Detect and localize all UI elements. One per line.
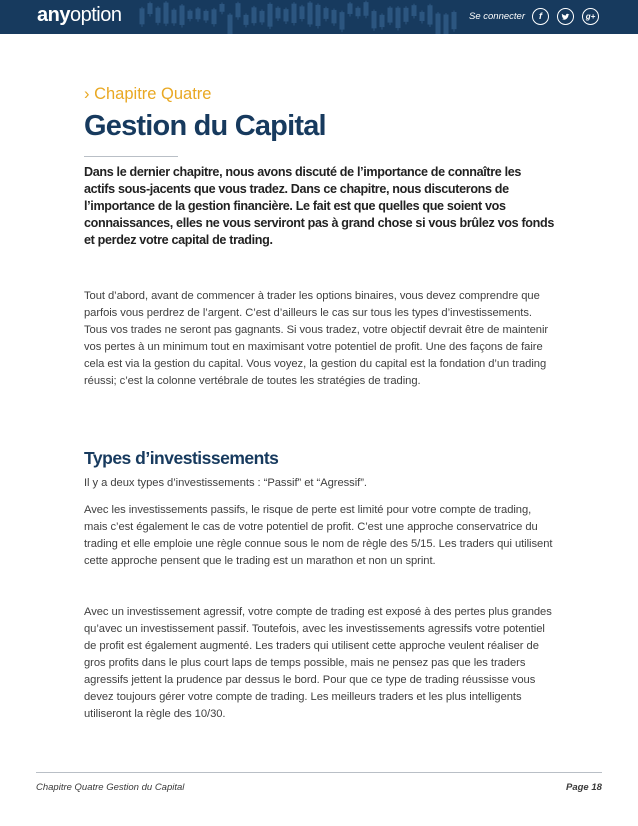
section-paragraph-1: Il y a deux types d’investissements : “Passif” et “Agressif”. <box>84 477 367 489</box>
candle-body <box>388 8 392 22</box>
candle-body <box>364 3 368 16</box>
candle-body <box>324 9 328 19</box>
candle-body <box>228 15 232 34</box>
logo-bold-text: any <box>37 4 70 26</box>
candle-body <box>396 8 400 27</box>
candle-body <box>236 4 240 17</box>
candle-body <box>404 8 408 21</box>
section-paragraph-3: Avec un investissement agressif, votre compte de trading est exposé à des pertes plus grandes qu’avec un investissement passif. Toutefois, avec les investissements agressifs votre potentiel de profit est également augmenté. Les traders qui utilisent cette approche veulent réaliser de gros profits dans le plus court laps de temps possible, mais ne pensez pas que les traders agressifs jettent la prudence par dessus le bord. Pour que ce type de trading réussisse vous devez toujours gérer votre compte de trading. Les meilleurs traders et les plus intelligents utiliseront la règle des 10/30. <box>84 606 552 720</box>
body-paragraph: Tout d’abord, avant de commencer à trader les options binaires, vous devez comprendre que parfois vous perdrez de l’argent. C’est d’ailleurs le cas sur tous les types d’investissements. Tous vos trades ne seront pas gagnants. Si vous tradez, votre objectif devrait être de maintenir vos pertes à un minimum tout en maximisant votre potentiel de profit. Une des façons de faire cela est via la gestion du capital. Vous voyez, la gestion du capital est la fondation d’un trading réussi; c’est la colonne vertébrale de toutes les stratégies de trading. <box>84 290 549 387</box>
candle-body <box>276 8 280 18</box>
twitter-bird-glyph <box>558 9 573 24</box>
candle-body <box>148 4 152 14</box>
candle-body <box>212 10 216 24</box>
candle-body <box>180 6 184 25</box>
candle-body <box>428 6 432 24</box>
page-number: Page 18 <box>566 782 602 793</box>
section-title: Types d’investissements <box>84 448 279 468</box>
candle-body <box>348 4 352 14</box>
candle-body <box>196 9 200 19</box>
candle-body <box>164 3 168 23</box>
facebook-icon[interactable]: f <box>532 8 549 25</box>
section-paragraph-2: Avec les investissements passifs, le risque de perte est limité pour votre compte de trading, mais c’est également le cas de votre potentiel de profit. C’est une approche conservatrice du trading et elle emploie une règle connue sous le nom de règle des 5/15. Les traders qui utilisent cette approche pensent que le trading est un marathon et non un sprint. <box>84 504 553 567</box>
anyoption-logo[interactable] <box>37 4 121 27</box>
candle-body <box>452 12 456 28</box>
candle-body <box>412 6 416 16</box>
candle-body <box>420 12 424 20</box>
candle-body <box>260 11 264 21</box>
candle-body <box>436 14 440 34</box>
twitter-icon[interactable] <box>557 8 574 25</box>
intro-paragraph: Dans le dernier chapitre, nous avons discuté de l’importance de connaître les actifs sous-jacents que vous tradez. Dans ce chapitre, nous discuterons de l’importance de la gestion financière. Le fait est que quelles que soient vos connaissances, elles ne vous serviront pas à grand chose si vous brûlez vos fonds et perdez votre capital de trading. <box>84 165 554 247</box>
candle-body <box>292 4 296 22</box>
candle-body <box>204 11 208 20</box>
login-link[interactable]: Se connecter <box>469 11 525 22</box>
candle-body <box>356 8 360 15</box>
candle-body <box>268 4 272 26</box>
title-divider <box>84 156 178 157</box>
candle-body <box>444 15 448 34</box>
candle-body <box>332 10 336 22</box>
candle-body <box>252 8 256 23</box>
footer-divider <box>36 772 602 773</box>
candle-body <box>284 10 288 21</box>
candle-body <box>372 12 376 28</box>
chapter-label: › Chapitre Quatre <box>84 85 212 103</box>
candle-body <box>172 10 176 23</box>
candle-body <box>156 8 160 22</box>
google-plus-icon[interactable]: g+ <box>582 8 599 25</box>
candle-body <box>140 9 144 24</box>
candle-body <box>188 11 192 18</box>
candle-body <box>220 4 224 11</box>
candle-body <box>300 7 304 19</box>
candle-body <box>308 3 312 24</box>
candle-body <box>380 15 384 26</box>
candle-body <box>316 5 320 25</box>
candle-body <box>244 15 248 24</box>
page-title: Gestion du Capital <box>84 110 326 142</box>
candle-body <box>340 13 344 29</box>
footer-chapter: Chapitre Quatre Gestion du Capital <box>36 782 185 793</box>
header-bar <box>0 0 638 34</box>
logo-light-text: option <box>69 4 122 26</box>
